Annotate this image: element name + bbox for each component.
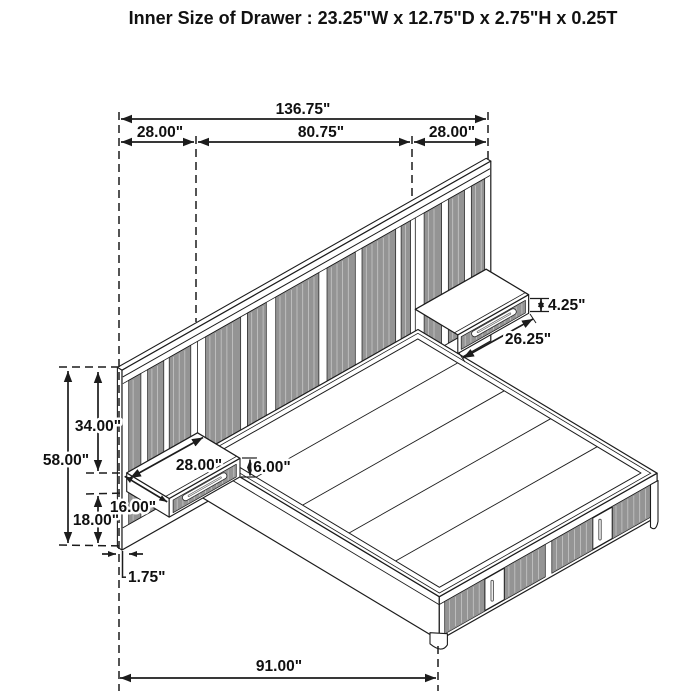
dim-panel-thickness: 1.75" bbox=[128, 569, 166, 586]
dim-center-section: 80.75" bbox=[297, 124, 345, 141]
drawing-title: Inner Size of Drawer : 23.25"W x 12.75"D x 2.75"H x 0.25T bbox=[128, 8, 618, 28]
dim-drawer-front-height: 6.00" bbox=[253, 459, 291, 476]
dim-left-section: 28.00" bbox=[136, 124, 184, 141]
dim-upper-panel: 34.00" bbox=[74, 418, 122, 435]
dim-right-shelf-height: 4.25" bbox=[548, 297, 586, 314]
dim-right-section: 28.00" bbox=[428, 124, 476, 141]
dim-bed-length: 91.00" bbox=[255, 658, 303, 675]
dim-left-shelf-width: 28.00" bbox=[175, 457, 223, 474]
bed-drawing bbox=[117, 158, 658, 649]
dim-lower-panel: 18.00" bbox=[72, 512, 120, 529]
dim-left-shelf-depth: 16.00" bbox=[109, 499, 157, 516]
dim-overall-width: 136.75" bbox=[275, 101, 331, 118]
dim-right-shelf-width: 26.25" bbox=[504, 331, 552, 348]
dim-headboard-height: 58.00" bbox=[42, 452, 90, 469]
